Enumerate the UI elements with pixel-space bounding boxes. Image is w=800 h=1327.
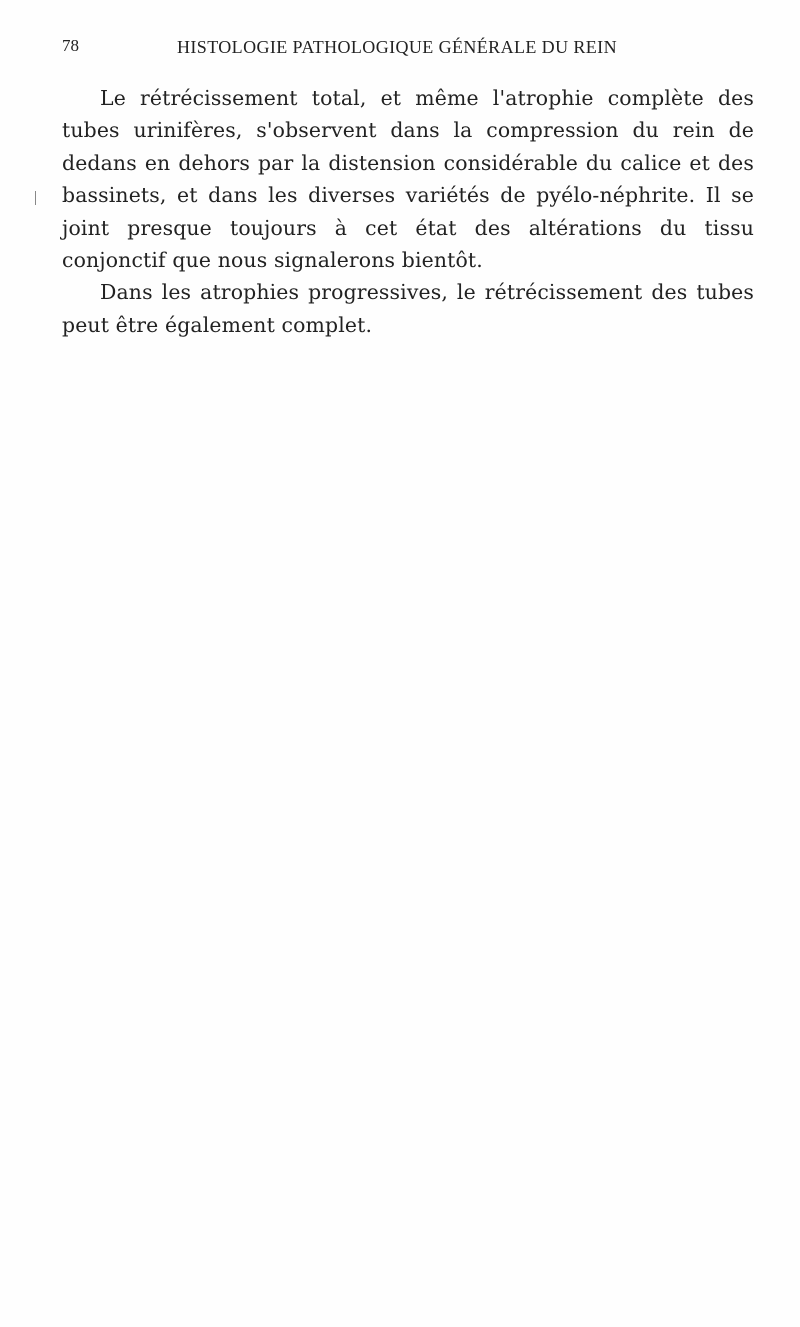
running-title: HISTOLOGIE PATHOLOGIQUE GÉNÉRALE DU REIN [177,37,617,57]
paragraph-2: Dans les atrophies progressives, le rétrécissement des tubes peut être également complet. [62,280,754,337]
body-text [62,82,754,341]
margin-mark [35,191,36,205]
paragraph-1: Le rétrécissement total, et même l'atrophie complète des tubes urinifères, s'observent dans la compression du rein de dedans en dehors par la distension considérable du calice et des bassinets, et dans les diverses variétés de pyélo-néphrite. Il se joint presque toujours à cet état des altérations du tissu conjonctif que nous signalerons bientôt. [62,86,754,273]
running-head [62,36,752,66]
page-number: 78 [62,36,79,55]
